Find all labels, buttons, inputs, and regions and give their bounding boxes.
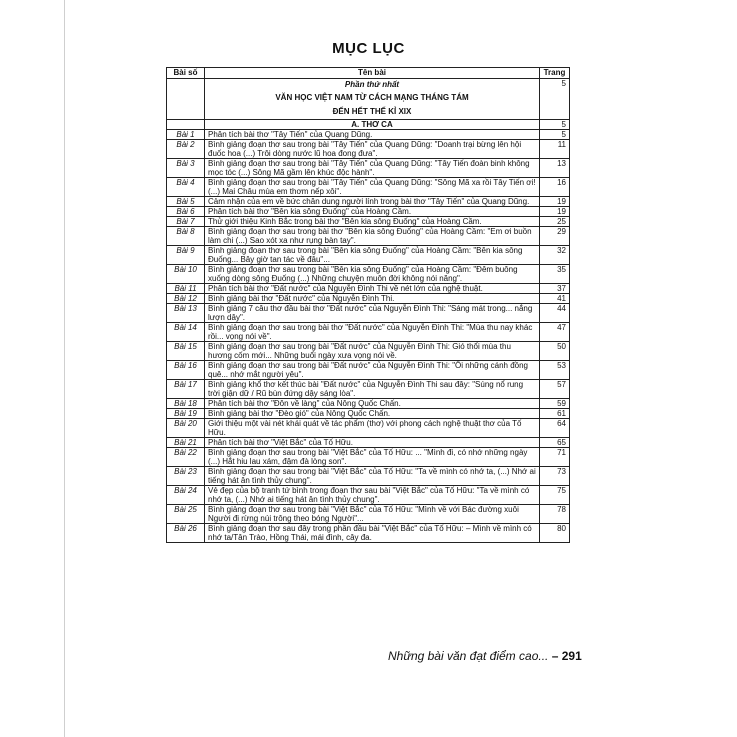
toc-row: [167, 246, 570, 265]
lesson-page: 44: [540, 304, 570, 323]
lesson-page: 11: [540, 140, 570, 159]
toc-row: [167, 448, 570, 467]
header-page: Trang: [540, 68, 570, 79]
lesson-number: Bài 26: [167, 524, 205, 543]
lesson-number: Bài 23: [167, 467, 205, 486]
toc-row: [167, 419, 570, 438]
lesson-title: Bình giảng đoạn thơ sau trong bài "Việt Bắc" của Tố Hữu: "Ta về mình có nhớ ta, (...) Nhớ ai tiếng hát ân tình thủy chung".: [205, 467, 540, 486]
lesson-title: Bình giảng đoạn thơ sau trong bài "Tây Tiến" của Quang Dũng: "Sông Mã xa rồi Tây Tiến ơi! (...) Mai Châu mùa em thơm nếp xôi".: [205, 178, 540, 197]
part-row: [167, 79, 570, 120]
lesson-title: Phân tích bài thơ "Bên kia sông Đuống" của Hoàng Cầm.: [205, 207, 540, 217]
lesson-page: 19: [540, 207, 570, 217]
toc-row: [167, 294, 570, 304]
lesson-number: Bài 10: [167, 265, 205, 284]
part-cell: [205, 79, 540, 120]
lesson-number: Bài 11: [167, 284, 205, 294]
lesson-title: Bình giảng đoạn thơ sau trong bài "Đất nước" của Nguyễn Đình Thi: "Ôi những cánh đồng quê... nhớ mắt người yêu".: [205, 361, 540, 380]
header-num: Bài số: [167, 68, 205, 79]
toc-row: [167, 380, 570, 399]
lesson-page: 32: [540, 246, 570, 265]
lesson-title: Bình giảng đoạn thơ sau trong bài thơ "Bên kia sông Đuống" của Hoàng Cầm: "Em ơi buồn làm chi (...) Sao xót xa như rụng bàn tay".: [205, 227, 540, 246]
part-page: 5: [540, 79, 570, 120]
lesson-title: Bình giảng đoạn thơ sau trong bài thơ "Đất nước" của Nguyễn Đình Thi: "Mùa thu nay khác rồi... vọng nói về".: [205, 323, 540, 342]
book-spine-edge: [64, 0, 65, 737]
page-title: MỤC LỤC: [332, 40, 405, 57]
lesson-page: 64: [540, 419, 570, 438]
lesson-number: Bài 15: [167, 342, 205, 361]
toc-row: [167, 467, 570, 486]
lesson-number: Bài 21: [167, 438, 205, 448]
lesson-page: 16: [540, 178, 570, 197]
toc-row: [167, 323, 570, 342]
toc-row: [167, 486, 570, 505]
lesson-title: Vẻ đẹp của bộ tranh tứ bình trong đoạn thơ sau bài "Việt Bắc" của Tố Hữu: "Ta về mình có nhớ ta, (...) Nhớ ai tiếng hát ân tình thủy chung".: [205, 486, 540, 505]
lesson-number: Bài 18: [167, 399, 205, 409]
lesson-title: Bình giảng đoạn thơ sau trong bài "Việt Bắc" của Tố Hữu: "Mình về với Bác đường xuôi Người đi rừng núi trông theo bóng Người"...: [205, 505, 540, 524]
lesson-page: 71: [540, 448, 570, 467]
lesson-number: Bài 4: [167, 178, 205, 197]
lesson-title: Bình giảng đoạn thơ sau đây trong phần đầu bài "Việt Bắc" của Tố Hữu: – Mình về mình có nhớ ta/Tân Trào, Hồng Thái, mái đình, cây đa.: [205, 524, 540, 543]
toc-row: [167, 304, 570, 323]
lesson-title: Phân tích bài thơ "Việt Bắc" của Tố Hữu.: [205, 438, 540, 448]
toc-row: [167, 217, 570, 227]
lesson-number: Bài 6: [167, 207, 205, 217]
lesson-page: 50: [540, 342, 570, 361]
toc-header-row: [167, 68, 570, 79]
lesson-page: 41: [540, 294, 570, 304]
lesson-number: Bài 17: [167, 380, 205, 399]
lesson-page: 13: [540, 159, 570, 178]
lesson-number: Bài 14: [167, 323, 205, 342]
lesson-number: Bài 5: [167, 197, 205, 207]
toc-row: [167, 361, 570, 380]
lesson-page: 59: [540, 399, 570, 409]
lesson-title: Bình giảng khổ thơ kết thúc bài "Đất nước" của Nguyễn Đình Thi sau đây: "Súng nổ rung trời giận dữ / Rũ bùn đứng dậy sáng lòa".: [205, 380, 540, 399]
lesson-page: 5: [540, 130, 570, 140]
lesson-number: Bài 25: [167, 505, 205, 524]
toc-row: [167, 265, 570, 284]
toc-row: [167, 207, 570, 217]
toc-row: [167, 178, 570, 197]
section-title: A. THƠ CA: [205, 120, 540, 130]
lesson-title: Bình giảng 7 câu thơ đầu bài thơ "Đất nước" của Nguyễn Đình Thi: "Sáng mát trong... nắng lượn dây".: [205, 304, 540, 323]
lesson-page: 65: [540, 438, 570, 448]
lesson-number: Bài 24: [167, 486, 205, 505]
toc-row: [167, 159, 570, 178]
toc-row: [167, 524, 570, 543]
lesson-number: Bài 8: [167, 227, 205, 246]
lesson-number: Bài 9: [167, 246, 205, 265]
section-row: [167, 120, 570, 130]
lesson-number: Bài 7: [167, 217, 205, 227]
lesson-number: Bài 20: [167, 419, 205, 438]
lesson-title: Bình giảng đoạn thơ sau trong bài "Bên kia sông Đuống" của Hoàng Cầm: "Đêm buông xuống dòng sông Đuống (...) Những chuyện muôn đời không nói năng".: [205, 265, 540, 284]
lesson-number: Bài 16: [167, 361, 205, 380]
toc-row: [167, 342, 570, 361]
toc-row: [167, 409, 570, 419]
toc-row: [167, 140, 570, 159]
lesson-number: Bài 3: [167, 159, 205, 178]
lesson-page: 57: [540, 380, 570, 399]
page-footer: [388, 649, 582, 663]
part-title-line2: ĐẾN HẾT THẾ KỈ XIX: [332, 107, 412, 116]
lesson-title: Phân tích bài thơ "Đất nước" của Nguyễn Đình Thi về nét lớn của nghệ thuật.: [205, 284, 540, 294]
lesson-title: Phân tích bài thơ "Tây Tiến" của Quang Dũng.: [205, 130, 540, 140]
lesson-number: Bài 12: [167, 294, 205, 304]
lesson-page: 19: [540, 197, 570, 207]
toc-row: [167, 399, 570, 409]
lesson-title: Bình giảng đoạn thơ sau trong bài "Việt Bắc" của Tố Hữu: ... "Mình đi, có nhớ những ngày (...) Hắt hiu lau xám, đậm đà lòng son".: [205, 448, 540, 467]
lesson-number: Bài 19: [167, 409, 205, 419]
toc-table: [166, 67, 570, 543]
toc-row: [167, 227, 570, 246]
lesson-title: Thử giới thiệu Kinh Bắc trong bài thơ "Bên kia sông Đuống" của Hoàng Cầm.: [205, 217, 540, 227]
lesson-title: Bình giảng đoạn thơ sau trong bài "Tây Tiến" của Quang Dũng: "Doanh trại bừng lên hội đuốc hoa (...) Trôi dòng nước lũ hoa đong đưa".: [205, 140, 540, 159]
lesson-title: Phân tích bài thơ "Đôn về làng" của Nông Quốc Chấn.: [205, 399, 540, 409]
lesson-page: 37: [540, 284, 570, 294]
lesson-page: 75: [540, 486, 570, 505]
section-page: 5: [540, 120, 570, 130]
lesson-page: 53: [540, 361, 570, 380]
toc-row: [167, 505, 570, 524]
lesson-title: Bình giảng bài thơ "Đèo gió" của Nông Quốc Chấn.: [205, 409, 540, 419]
lesson-page: 47: [540, 323, 570, 342]
lesson-number: Bài 13: [167, 304, 205, 323]
lesson-page: 29: [540, 227, 570, 246]
toc-row: [167, 284, 570, 294]
lesson-number: Bài 2: [167, 140, 205, 159]
lesson-page: 78: [540, 505, 570, 524]
lesson-page: 80: [540, 524, 570, 543]
header-name: Tên bài: [205, 68, 540, 79]
page-number: – 291: [551, 649, 582, 663]
toc-row: [167, 438, 570, 448]
footer-text: Những bài văn đạt điểm cao...: [388, 649, 549, 663]
lesson-title: Cảm nhận của em về bức chân dung người lính trong bài thơ "Tây Tiến" của Quang Dũng.: [205, 197, 540, 207]
lesson-page: 35: [540, 265, 570, 284]
lesson-title: Bình giảng đoạn thơ sau trong bài "Bên kia sông Đuống" của Hoàng Cầm: "Bên kia sông Đuống... Bây giờ tan tác về đâu"...: [205, 246, 540, 265]
part-label: Phần thứ nhất: [344, 80, 400, 89]
lesson-number: Bài 1: [167, 130, 205, 140]
toc-row: [167, 197, 570, 207]
lesson-title: Giới thiệu một vài nét khái quát về tác phẩm (thơ) với phong cách nghệ thuật thơ của Tố Hữu.: [205, 419, 540, 438]
toc-row: [167, 130, 570, 140]
lesson-page: 73: [540, 467, 570, 486]
lesson-page: 25: [540, 217, 570, 227]
lesson-title: Bình giảng đoạn thơ sau trong bài "Tây Tiến" của Quang Dũng: "Tây Tiến đoàn binh không mọc tóc (...) Sông Mã gầm lên khúc độc hành".: [205, 159, 540, 178]
lesson-title: Bình giảng bài thơ "Đất nước" của Nguyễn Đình Thi.: [205, 294, 540, 304]
lesson-number: Bài 22: [167, 448, 205, 467]
part-title-line1: VĂN HỌC VIỆT NAM TỪ CÁCH MẠNG THÁNG TÁM: [275, 93, 469, 102]
lesson-title: Bình giảng đoạn thơ sau trong bài "Đất nước" của Nguyễn Đình Thi: Gió thổi mùa thu hương cốm mới... Những buổi ngày xưa vọng nói về.: [205, 342, 540, 361]
lesson-page: 61: [540, 409, 570, 419]
